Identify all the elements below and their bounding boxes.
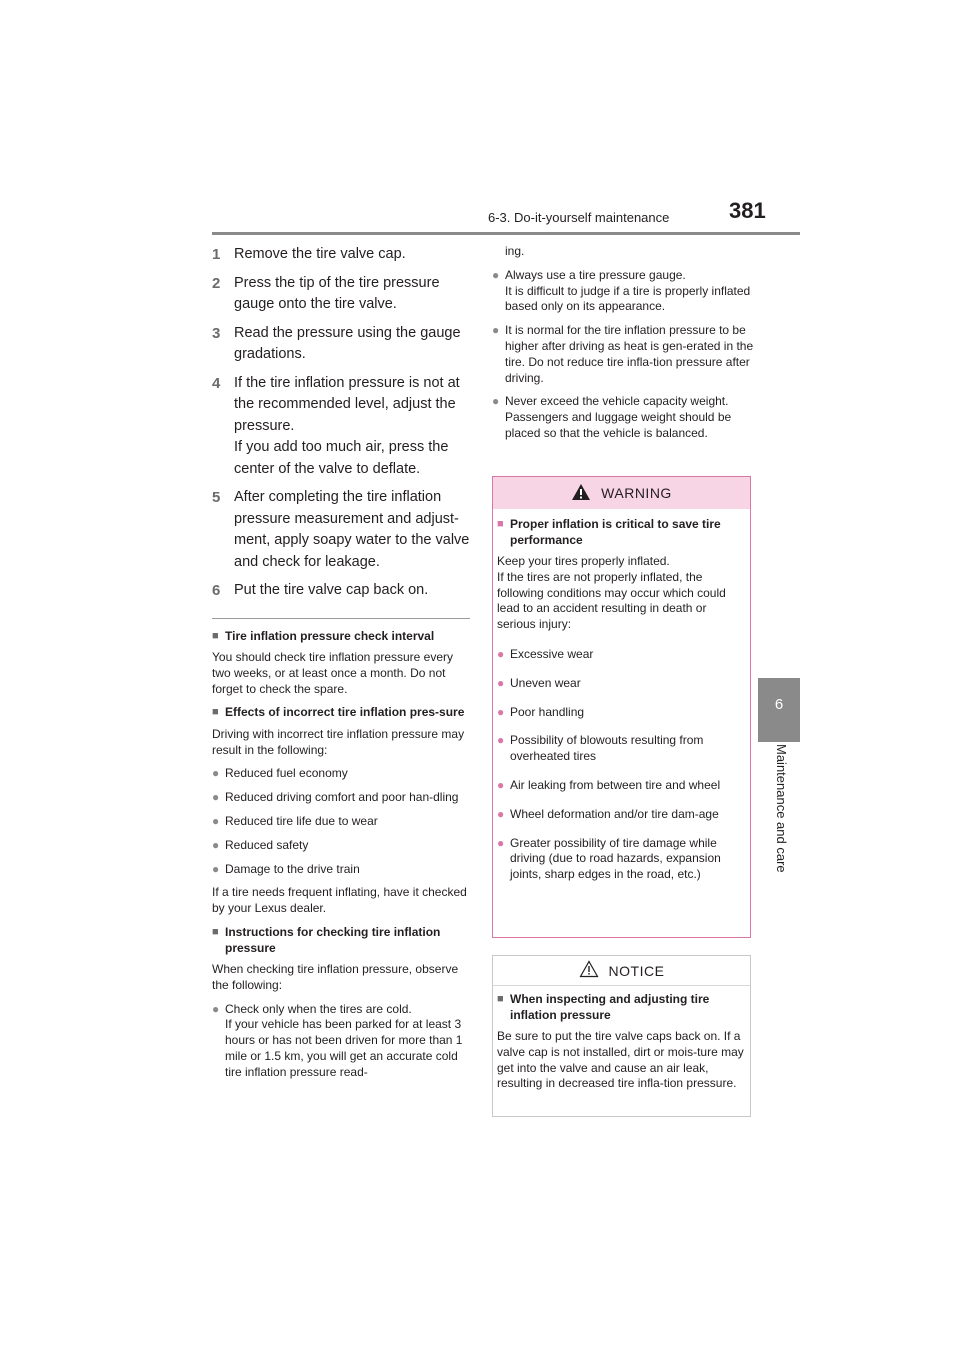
instructions-heading: ■ Instructions for checking tire inflation pressure	[212, 925, 441, 955]
circle-bullet-icon: ●	[497, 733, 505, 748]
square-bullet-icon: ■	[212, 706, 219, 719]
step-text: After completing the tire inflation pressure measurement and adjust-ment, apply soapy water to the valve and check for leakage.	[234, 489, 470, 570]
square-bullet-icon: ■	[497, 993, 504, 1005]
square-bullet-icon: ■	[497, 518, 504, 530]
step-number: 6	[212, 582, 221, 599]
effects-intro: Driving with incorrect tire inflation pressure may result in the following:	[212, 726, 465, 757]
circle-bullet-icon: ●	[492, 323, 500, 338]
warning-heading: ■ Proper inflation is critical to save tire performance	[497, 517, 721, 547]
notice-title: NOTICE	[608, 962, 665, 979]
chapter-number: 6	[774, 696, 784, 713]
step-5	[212, 487, 470, 573]
header-rule	[212, 232, 800, 235]
right-column	[492, 244, 754, 450]
circle-bullet-icon: ●	[492, 394, 500, 409]
effects-outro: If a tire needs frequent inflating, have it checked by your Lexus dealer.	[212, 885, 467, 916]
list-item: ● Reduced fuel economy	[212, 766, 348, 781]
list-item: ● Wheel deformation and/or tire dam-age	[497, 806, 719, 821]
circle-bullet-icon: ●	[497, 835, 505, 850]
section-title: 6-3. Do-it-yourself maintenance	[488, 210, 670, 225]
list-item: ● Possibility of blowouts resulting from overheated tires	[497, 733, 704, 764]
step-number: 1	[212, 246, 221, 263]
notice-box	[492, 955, 751, 1117]
warning-intro: Keep your tires properly inflated. If the tires are not properly inflated, the following conditions may occur which could lead to an accident resulting in death or serious injury:	[497, 554, 726, 632]
list-item: ● Excessive wear	[497, 646, 594, 661]
circle-bullet-icon: ●	[497, 806, 505, 821]
warning-title: WARNING	[601, 485, 672, 501]
circle-bullet-icon: ●	[497, 675, 505, 690]
warning-box	[492, 476, 751, 938]
circle-bullet-icon: ●	[497, 704, 505, 719]
circle-bullet-icon: ●	[212, 766, 220, 781]
step-text: Put the tire valve cap back on.	[234, 582, 429, 598]
section-divider	[212, 618, 470, 619]
caution-triangle-icon	[579, 960, 599, 981]
circle-bullet-icon: ●	[212, 814, 220, 829]
notice-heading: ■ When inspecting and adjusting tire inflation pressure	[497, 992, 710, 1022]
step-4	[212, 373, 470, 481]
warning-triangle-icon	[571, 483, 591, 504]
list-item: ● Greater possibility of tire damage while driving (due to road hazards, expansion joints, sharp edges in the road, etc.)	[497, 835, 721, 882]
left-column	[212, 244, 470, 1089]
circle-bullet-icon: ●	[212, 790, 220, 805]
interval-text: You should check tire inflation pressure every two weeks, or at least once a month. Do not forget to check the spare.	[212, 650, 454, 696]
instructions-intro: When checking tire inflation pressure, observe the following:	[212, 962, 459, 992]
step-number: 4	[212, 374, 221, 392]
circle-bullet-icon: ●	[497, 646, 505, 661]
chapter-tab	[758, 678, 800, 742]
notice-text: Be sure to put the tire valve caps back on. If a valve cap is not installed, dirt or mois-ture may get into the valve and cause an air leak, resulting in decreased tire infla-tion pressure.	[497, 1029, 744, 1091]
step-text: If the tire inflation pressure is not at the recommended level, adjust the pressure.	[234, 374, 460, 434]
list-item: ● Reduced tire life due to wear	[212, 814, 378, 829]
circle-bullet-icon: ●	[492, 267, 500, 282]
step-text: Press the tip of the tire pressure gauge onto the tire valve.	[234, 274, 440, 312]
circle-bullet-icon: ●	[212, 837, 220, 852]
list-item: ● Always use a tire pressure gauge. It is difficult to judge if a tire is properly inflated based only on its appearance.	[492, 267, 751, 314]
square-bullet-icon: ■	[212, 629, 219, 642]
continued-text: ing.	[505, 244, 525, 258]
list-item: ● Check only when the tires are cold. If your vehicle has been parked for at least 3 hours or has not been driven for more than 1 mile or 1.5 km, you will get an accurate cold tire inflation pressure read-	[212, 1001, 463, 1079]
list-item: ● Air leaking from between tire and wheel	[497, 777, 721, 792]
notice-header	[493, 956, 750, 986]
square-bullet-icon: ■	[212, 926, 219, 939]
list-item: ● Reduced driving comfort and poor han-dling	[212, 790, 459, 805]
step-text: Read the pressure using the gauge gradations.	[234, 324, 461, 362]
step-number: 5	[212, 489, 221, 506]
step-2	[212, 273, 470, 316]
interval-heading: ■ Tire inflation pressure check interval	[212, 628, 435, 643]
list-item: ● Never exceed the vehicle capacity weight. Passengers and luggage weight should be placed so that the vehicle is balanced.	[492, 394, 732, 440]
warning-header	[493, 477, 750, 509]
step-number: 2	[212, 274, 221, 292]
step-number: 3	[212, 324, 221, 342]
list-item: ● Poor handling	[497, 704, 585, 719]
circle-bullet-icon: ●	[212, 1001, 220, 1016]
circle-bullet-icon: ●	[212, 861, 220, 876]
list-item: ● Reduced safety	[212, 837, 309, 852]
list-item: ● Damage to the drive train	[212, 861, 360, 876]
step-3	[212, 323, 470, 366]
circle-bullet-icon: ●	[497, 777, 505, 792]
list-item: ● It is normal for the tire inflation pressure to be higher after driving as heat is gen-erated in the tire. Do not reduce tire infla-tion pressure after driving.	[492, 323, 754, 385]
page-number: 381	[729, 198, 766, 223]
chapter-title: Maintenance and care	[774, 744, 789, 873]
step-text: If you add too much air, press the center of the valve to deflate.	[234, 439, 449, 477]
step-6	[212, 580, 470, 602]
step-1	[212, 244, 470, 266]
effects-heading: ■ Effects of incorrect tire inflation pres-sure	[212, 705, 465, 720]
list-item: ● Uneven wear	[497, 675, 581, 690]
step-text: Remove the tire valve cap.	[234, 246, 406, 262]
